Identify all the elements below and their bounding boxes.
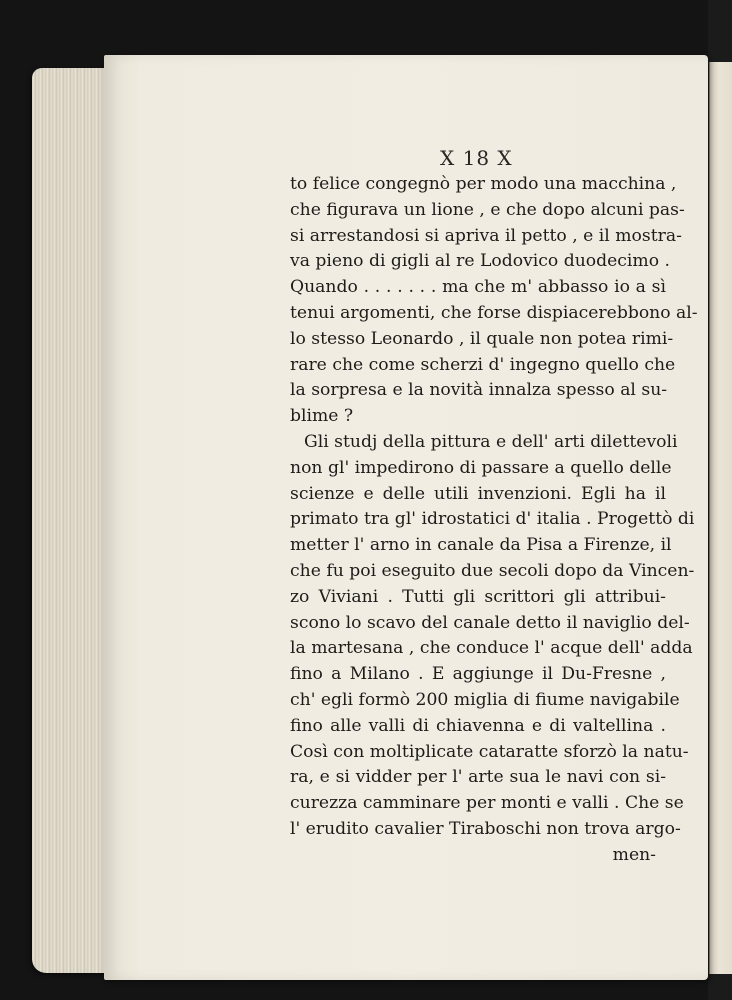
text-line: va pieno di gigli al re Lodovico duodecimo .	[290, 251, 670, 272]
text-line: fino a Milano . E aggiunge il Du-Fresne ,	[290, 664, 666, 685]
text-line: che fu poi eseguito due secoli dopo da Vincen-	[290, 560, 695, 581]
text-line: to felice congegnò per modo una macchina ,	[290, 174, 677, 194]
text-line: rare che come scherzi d' ingegno quello che	[290, 354, 676, 375]
text-line: tenui argomenti, che forse dispiacerebbono al-	[290, 302, 698, 323]
text-line: la martesana , che conduce l' acque dell' adda	[290, 638, 693, 659]
text-line: scienze e delle utili invenzioni. Egli ha il	[290, 483, 666, 504]
body-text	[290, 172, 698, 869]
text-line: ch' egli formò 200 miglia di fiume navigabile	[290, 689, 680, 710]
text-line: la sorpresa e la novità innalza spesso al su-	[290, 380, 668, 401]
catchword: men-	[612, 844, 656, 865]
text-line: fino alle valli di chiavenna e di valtellina .	[290, 715, 666, 736]
text-line: l' erudito cavalier Tiraboschi non trova argo-	[290, 818, 681, 839]
text-line: Così con moltiplicate cataratte sforzò la natu-	[290, 741, 689, 762]
text-line: blime ?	[290, 406, 354, 427]
text-line: ra, e si vidder per l' arte sua le navi con si-	[290, 767, 666, 788]
page-stack-edges	[32, 68, 114, 973]
page-number: X 18 X	[440, 146, 513, 170]
text-line: che figurava un lione , e che dopo alcuni pas-	[290, 199, 685, 220]
text-line: metter l' arno in canale da Pisa a Firenze, il	[290, 535, 672, 556]
text-line: non gl' impedirono di passare a quello delle	[290, 457, 672, 478]
text-line: scono lo scavo del canale detto il naviglio del-	[290, 612, 690, 633]
text-line: Quando . . . . . . . ma che m' abbasso io a sì	[290, 277, 666, 298]
text-line: zo Viviani . Tutti gli scrittori gli attribui-	[290, 586, 666, 607]
text-line: lo stesso Leonardo , il quale non potea rimi-	[290, 328, 674, 349]
text-line: si arrestandosi si apriva il petto , e il mostra-	[290, 225, 682, 246]
text-line: primato tra gl' idrostatici d' italia . Progettò di	[290, 509, 695, 530]
facing-page-edge	[709, 62, 732, 974]
text-line: curezza camminare per monti e valli . Che se	[290, 793, 684, 814]
paragraph-start-line: Gli studj della pittura e dell' arti dilettevoli	[304, 431, 678, 452]
